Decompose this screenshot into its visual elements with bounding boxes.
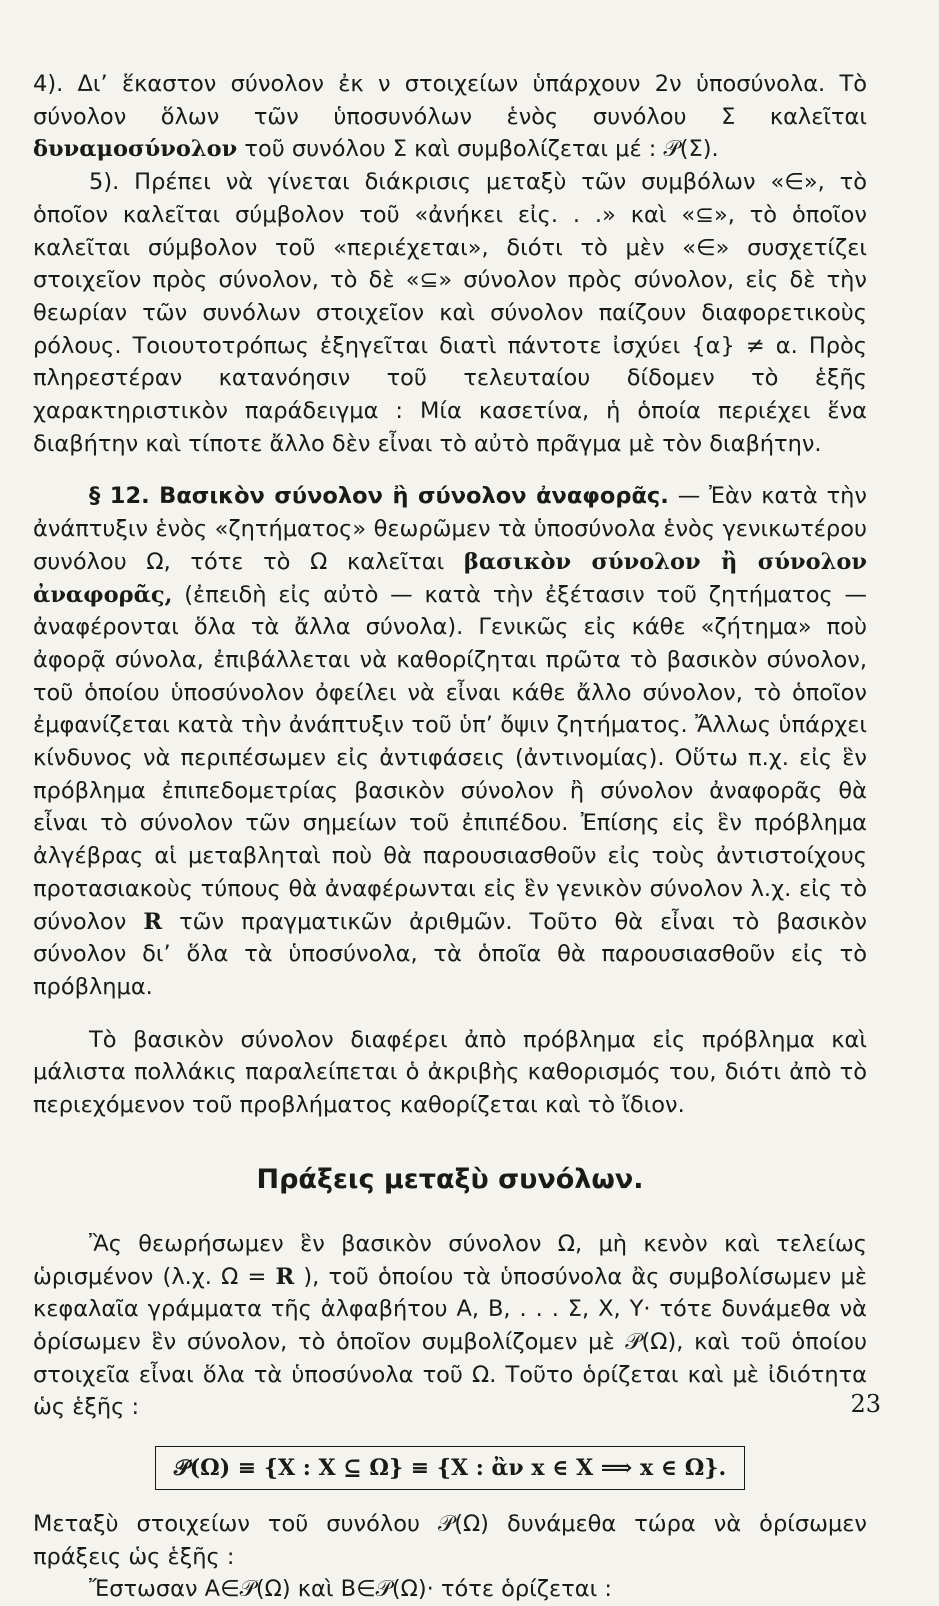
- paragraph-basic-set: Τὸ βασικὸν σύνολον διαφέρει ἀπὸ πρόβλημα εἰς πρόβλημα καὶ μάλιστα πολλάκις παραλείπεται ὁ ἀκριβὴς καθορισμός του, διότι ἀπὸ τὸ περιεχόμενον τοῦ προβλήματος καθορίζεται καὶ τὸ ἴδιον.: [33, 1026, 867, 1119]
- term-powerset: δυναμοσύνολον: [33, 136, 238, 163]
- section-12-title: § 12. Βασικὸν σύνολον ἢ σύνολον ἀναφορᾶς.: [89, 483, 669, 510]
- paragraph-4-end: τοῦ συνόλου Σ καὶ συμβολίζεται μέ : 𝒫(Σ).: [244, 136, 719, 163]
- paragraph-let: Ἔστωσαν Α∈𝒫(Ω) καὶ Β∈𝒫(Ω)· τότε ὁρίζεται :: [89, 1576, 612, 1603]
- term-basic-set: βασικὸν σύνολον ἢ σύνολον ἀναφορᾶς,: [33, 548, 867, 608]
- section-12-text-a: — Ἐὰν κατὰ τὴν ἀνάπτυξιν ἑνὸς «ζητήματος» θεωρῶμεν τὰ ὑποσύνολα ἑνὸς γενικωτέρου συνόλου Ω, τότε τὸ Ω καλεῖται: [33, 483, 867, 575]
- operations-text-a: Ἂς θεωρήσωμεν ἓν βασικὸν σύνολον Ω, μὴ κενὸν καὶ τελείως ὡρισμένον (λ.χ. Ω =: [33, 1230, 867, 1290]
- paragraph-4-text: 4). Δι’ ἕκαστον σύνολον ἐκ ν στοιχείων ὑπάρχουν 2ν ὑποσύνολα. Τὸ σύνολον ὅλων τῶν ὑποσυνόλων ἑνὸς συνόλου Σ καλεῖται: [33, 71, 867, 130]
- section-12-paragraph: [33, 480, 867, 1003]
- symbol-reals-2: R: [275, 1263, 295, 1290]
- page-number: 23: [850, 1390, 881, 1418]
- section-12-text-b: (ἐπειδὴ εἰς αὐτὸ — κατὰ τὴν ἐξέτασιν τοῦ ζητήματος — ἀναφέρονται ὅλα τὰ ἄλλα σύνολα). Γενικῶς εἰς κάθε «ζήτημα» ποὺ ἀφορᾷ σύνολα, ἐπιβάλλεται νὰ καθορίζηται πρῶτα τὸ βασικὸν σύνολον, τοῦ ὁποίου ὑποσύνολον ὀφείλει νὰ εἶναι κάθε ἄλλο σύνολον, τὸ ὁποῖον ἐμφανίζεται κατὰ τὴν ἀνάπτυξιν τοῦ ὑπ’ ὄψιν ζητήματος. Ἄλλως ὑπάρχει κίνδυνος νὰ περιπέσωμεν εἰς ἀντιφάσεις (ἀντινομίας). Οὕτω π.χ. εἰς ἓν πρόβλημα ἐπιπεδομετρίας βασικὸν σύνολον ἢ σύνολον ἀναφορᾶς θὰ εἶναι τὸ σύνολον τῶν σημείων τοῦ ἐπιπέδου. Ἐπίσης εἰς ἓν πρόβλημα ἀλγέβρας αἱ μεταβληταὶ ποὺ θὰ παρουσιασθοῦν εἰς τοὺς ἀντιστοίχους προτασιακοὺς τύπους θὰ ἀναφέρωνται εἰς ἓν γενικὸν σύνολον λ.χ. εἰς τὸ σύνολον: [33, 581, 868, 935]
- paragraph-operations: [33, 1228, 867, 1424]
- section-12-text-c: τῶν πραγματικῶν ἀριθμῶν. Τοῦτο θὰ εἶναι τὸ βασικὸν σύνολον δι’ ὅλα τὰ ὑποσύνολα, τὰ ὁποῖα θὰ παρουσιασθοῦν εἰς τὸ πρόβλημα.: [33, 908, 867, 1000]
- formula-container: [33, 1446, 867, 1490]
- symbol-reals: R: [143, 908, 163, 935]
- section-heading-operations: Πράξεις μεταξὺ συνόλων.: [256, 1163, 644, 1195]
- paragraph-4: [33, 68, 867, 166]
- operations-text-b: ), τοῦ ὁποίου τὰ ὑποσύνολα ἂς συμβολίσωμεν μὲ κεφαλαῖα γράμματα τῆς ἀλφαβήτου Α, Β, . . . Σ, Χ, Υ· τότε δυνάμεθα νὰ ὁρίσωμεν ἓν σύνολον, τὸ ὁποῖον συμβολίζομεν μὲ 𝒫(Ω), καὶ τοῦ ὁποίου στοιχεῖα εἶναι ὅλα τὰ ὑποσύνολα τοῦ Ω. Τοῦτο ὁρίζεται καὶ μὲ ἰδιότητα ὡς ἑξῆς :: [33, 1263, 868, 1421]
- paragraph-5: 5). Πρέπει νὰ γίνεται διάκρισις μεταξὺ τῶν συμβόλων «∈», τὸ ὁποῖον καλεῖται σύμβολον τοῦ «ἀνήκει εἰς. . .» καὶ «⊆», τὸ ὁποῖον καλεῖται σύμβολον τοῦ «περιέχεται», διότι τὸ μὲν «∈» συσχετίζει στοιχεῖον πρὸς σύνολον, τὸ δὲ «⊆» σύνολον πρὸς σύνολον, εἰς δὲ τὴν θεωρίαν τῶν συνόλων στοιχεῖον καὶ σύνολον παίζουν διαφορετικοὺς ρόλους. Τοιουτοτρόπως ἐξηγεῖται διατὶ πάντοτε ἰσχύει {α} ≠ α. Πρὸς πληρεστέραν κατανόησιν τοῦ τελευταίου δίδομεν τὸ ἑξῆς χαρακτηριστικὸν παράδειγμα : Μία κασετίνα, ἡ ὁποία περιέχει ἕνα διαβήτην καὶ τίποτε ἄλλο δὲν εἶναι τὸ αὐτὸ πρᾶγμα μὲ τὸν διαβήτην.: [33, 169, 867, 457]
- powerset-formula: 𝒫(Ω) ≡ {Χ : Χ ⊆ Ω} ≡ {Χ : ἂν x ∈ Χ ⟹ x ∈ Ω}.: [155, 1446, 745, 1490]
- paragraph-elements: Μεταξὺ στοιχείων τοῦ συνόλου 𝒫(Ω) δυνάμεθα τώρα νὰ ὁρίσωμεν πράξεις ὡς ἑξῆς :: [33, 1511, 867, 1570]
